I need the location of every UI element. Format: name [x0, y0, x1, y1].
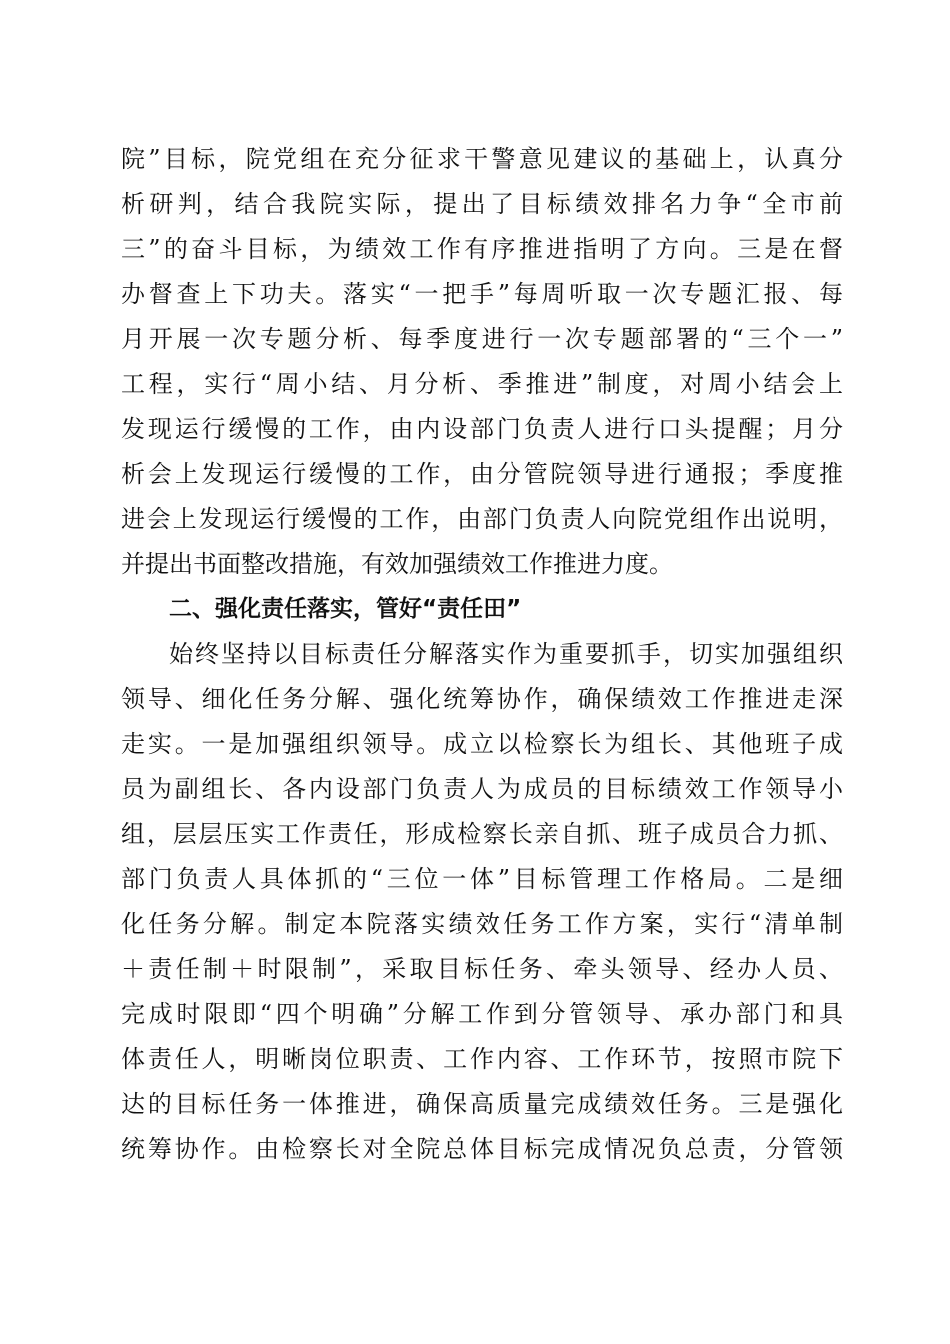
text-line: 并提出书面整改措施，有效加强绩效工作推进力度。: [121, 550, 673, 578]
text-line: 析研判，结合我院实际，提出了目标绩效排名力争“全市前: [121, 190, 843, 218]
text-line: 完成时限即“四个明确”分解工作到分管领导、承办部门和具: [121, 1000, 843, 1028]
text-line: 院”目标，院党组在充分征求干警意见建议的基础上，认真分: [121, 145, 843, 173]
text-line: 发现运行缓慢的工作，由内设部门负责人进行口头提醒；月分: [121, 415, 843, 443]
text-line: 办督查上下功夫。落实“一把手”每周听取一次专题汇报、每: [121, 280, 843, 308]
text-line: 工程，实行“周小结、月分析、季推进”制度，对周小结会上: [121, 370, 843, 398]
text-line: 析会上发现运行缓慢的工作，由分管院领导进行通报；季度推: [121, 460, 843, 488]
text-line: 化任务分解。制定本院落实绩效任务工作方案，实行“清单制: [121, 910, 843, 938]
text-line: 员为副组长、各内设部门负责人为成员的目标绩效工作领导小: [121, 775, 843, 803]
text-line-first: 始终坚持以目标责任分解落实作为重要抓手，切实加强组织: [169, 640, 843, 668]
text-line: 组，层层压实工作责任，形成检察长亲自抓、班子成员合力抓、: [121, 820, 843, 848]
text-line: 月开展一次专题分析、每季度进行一次专题部署的“三个一”: [121, 325, 843, 353]
text-line: 领导、细化任务分解、强化统筹协作，确保绩效工作推进走深: [121, 685, 843, 713]
section-heading: 二、强化责任落实，管好“责任田”: [169, 596, 522, 622]
paragraph-continued: [121, 137, 843, 587]
text-line: ＋责任制＋时限制”，采取目标任务、牵头领导、经办人员、: [121, 955, 843, 983]
paragraph-section-2: [121, 632, 843, 1172]
text-line: 达的目标任务一体推进，确保高质量完成绩效任务。三是强化: [121, 1090, 843, 1118]
text-line: 走实。一是加强组织领导。成立以检察长为组长、其他班子成: [121, 730, 843, 758]
text-line: 进会上发现运行缓慢的工作，由部门负责人向院党组作出说明，: [121, 505, 843, 533]
text-line: 体责任人，明晰岗位职责、工作内容、工作环节，按照市院下: [121, 1045, 843, 1073]
document-body: [121, 137, 843, 1172]
text-line: 部门负责人具体抓的“三位一体”目标管理工作格局。二是细: [121, 865, 843, 893]
text-line: 三”的奋斗目标，为绩效工作有序推进指明了方向。三是在督: [121, 235, 843, 263]
text-line: 统筹协作。由检察长对全院总体目标完成情况负总责，分管领: [121, 1135, 843, 1163]
